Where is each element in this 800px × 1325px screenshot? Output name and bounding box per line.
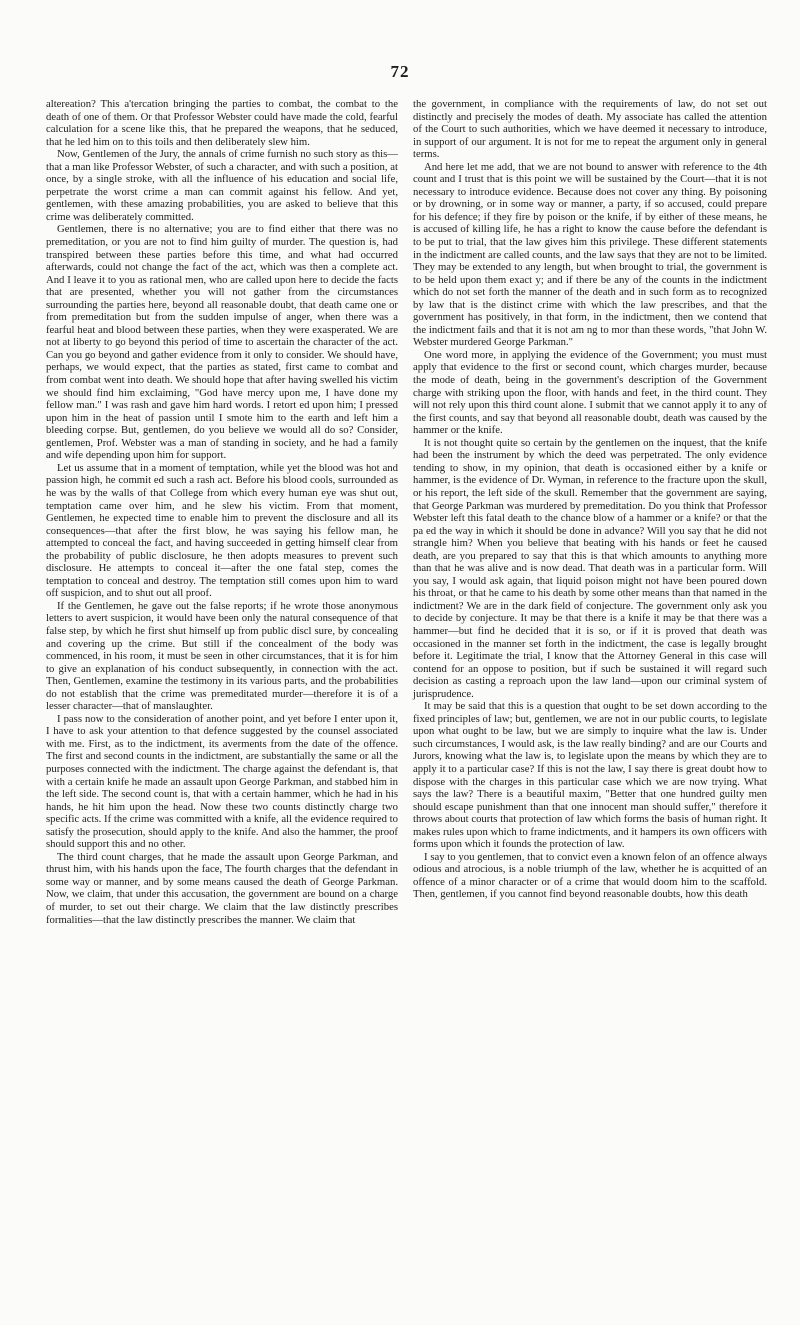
- paragraph: One word more, in applying the evidence of the Government; you must must apply that evidence to the first or second count, which charges murder, because the mode of death, being in the government's description of the Government charge with striking upon the floor, with hands and feet, in the third count. They will not rely upon this third count alone. I submit that we cannot apply it to any of the first counts, and say that beyond all reasonable doubt, death was caused by the hammer or the knife.: [413, 348, 767, 437]
- paragraph: the government, in compliance with the requirements of law, do not set out distinctly and precisely the modes of death. My associate has called the attention of the Court to such authorities, which we have deemed it necessary to introduce, in support of our argument. It is not for me to repeat the argument only in general terms.: [413, 98, 767, 161]
- paragraph: altereation? This a'tercation bringing the parties to combat, the combat to the death of one of them. Or that Professor Webster could have made the cold, fearful calculation for a scene like this, that he prepared the weapons, that he seduced, that he led him on to this toils and then deliberately slew him.: [46, 98, 398, 148]
- paragraph: It is not thought quite so certain by the gentlemen on the inquest, that the knife had been the instrument by which the deed was perpetrated. The only evidence tending to show, in my opinion, that death is occasioned either by a knife or hammer, is the evidence of Dr. Wyman, in reference to the fracture upon the skull, or his report, the left side of the skull. Remember that the government are saying, that George Parkman was murdered by premeditation. Do you think that Professor Webster left this fatal death to the chance blow of a hammer or a knife? or that the pa ed the way in which it should be done in advance? Will you say that he did not strangle him? When you believe that beating with his hands or feet he caused death, are you prepared to say that this is that which amounts to anything more than that he was alive and is now dead. That death was in a particular form. Will you say, I would ask again, that liquid poison might not have been poured down his throat, or that he came to his death by some other means than that named in the indictment? We are in the dark field of conjecture. The government only ask you to decide by conjecture. It may be that there is a knife it may be that there was a hammer—but find he decided that it is so, or if it is proved that death was occasioned in the manner set forth in the indictment, the case is legally brought before it. Legitimate the trial, I know that the Attorney General in this case will contend for an oppose to position, but if such be sustained it will regard such decision as casting a reproach upon the law land—upon our criminal system of jurisprudence.: [413, 436, 767, 700]
- paragraph: Now, Gentlemen of the Jury, the annals of crime furnish no such story as this—that a man like Professor Webster, of such a character, and with such a position, at once, by a single stroke, with all the influence of his education and social life, perpetrate the worst crime a man can commit against his fellow. And yet, gentlemen, with these amazing probabilities, you are asked to believe that this crime was deliberately committed.: [46, 148, 398, 223]
- paragraph: And here let me add, that we are not bound to answer with reference to the 4th count and I trust that is this point we will be sustained by the Court—that it is not necessary to introduce evidence. Because does not cover any thing. By poisoning or by drowning, or in some way or manner, a party, if so accused, could prepare for his defence; if they fire by poison or the knife, if by either of these means, he is accused of killing life, he has a right to know the cause before the defendant is to be put to trial, that the law gives him this privilege. These different statements in the indictment are called counts, and the law says that they are not to be limited. They may be extended to any length, but when brought to trial, the government is to be held upon them exact y; and if there be any of the counts in the indictment which do not set forth the manner of the death and in such form as to recognized by law that is the distinct crime with which the law prescribes, and that the government has positively, in that form, in the indictment, then we contend that the indictment fails and that it is not am ng to mor than these words, "that John W. Webster murdered George Parkman.": [413, 160, 767, 349]
- paragraph: If the Gentlemen, he gave out the false reports; if he wrote those anonymous letters to avert suspicion, it would have been only the natural consequence of that false step, by which he first shut himself up from public discl sure, by concealing and covering up the crime. But still if the concealment of the body was commenced, in his room, it must be seen in other circumstances, that it is for him to give an explanation of his conduct subsequently, in connection with the act. Then, Gentlemen, examine the testimony in its various parts, and the probabilities do not establish that the crime was premeditated murder—therefore it is of a lesser character—that of manslaughter.: [46, 599, 398, 713]
- paragraph: I say to you gentlemen, that to convict even a known felon of an offence always odious and atrocious, is a noble triumph of the law, whether he is acquitted of an offence of a minor character or of a crime that would doom him to the scaffold. Then, gentlemen, if you cannot find beyond reasonable doubts, how this death: [413, 850, 767, 901]
- paragraph: The third count charges, that he made the assault upon George Parkman, and thrust him, with his hands upon the face, The fourth charges that the defendant in some way or manner, and by some means caused the death of George Parkman. Now, we claim, that under this accusation, the government are bound on a charge of murder, to set out their charge. We claim that the law distinctly prescribes formalities—that the law distinctly prescribes the manner. We claim that: [46, 850, 398, 926]
- paragraph: I pass now to the consideration of another point, and yet before I enter upon it, I have to ask your attention to that defence suggested by the counsel associated with me. First, as to the indictment, its averments from the date of the offence. The first and second counts in the indictment, are substantially the same or all the purposes connected with the indictment. The charge against the defendant is, that with a certain knife he made an assault upon George Parkman, and stabbed him in the left side. The second count is, that with a certain hammer, which he had in his hands, he hit him upon the head. Now these two counts distinctly charge two specific acts. If the crime was committed with a knife, all the evidence required to satisfy the prosecution, should apply to the knife. And also the hammer, the proof should support this and no other.: [46, 712, 398, 851]
- left-text-column: [46, 98, 398, 926]
- paragraph: Let us assume that in a moment of temptation, while yet the blood was hot and passion high, he commit ed such a rash act. Before his blood cools, surrounded as he was by the walls of that College from which every human eye was shut out, temptation came over him, and he slew his victim. From that moment, Gentlemen, he expected time to enable him to prevent the disclosure and all its consequences—that after the first blow, he was saying his fellow man, he attempted to conceal the fact, and having succeeded in getting himself clear from the probability of public disclosure, he then adopts measures to prevent such disclosure. He attempts to conceal it—after the one fatal step, comes the temptation to conceal and destroy. The temptation still comes upon him to ward off suspicion, and to shut out all proof.: [46, 461, 398, 600]
- paragraph: Gentlemen, there is no alternative; you are to find either that there was no premeditation, or you are not to find him guilty of murder. The question is, had transpired between these parties before this time, and what had occurred afterwards, could not change the fact of the act, which was then a complete act. And I leave it to you as rational men, who are called upon here to decide the facts that are presented, whether you will not gather from the circumstances surrounding the parties here, beyond all reasonable doubt, that death came one or from premeditation but from the sudden impulse of anger, when there was a fearful heat and blood between these parties, when they were exasperated. We are not at liberty to go beyond this period of time to ascertain the character of the act. Can you go beyond and gather evidence from it only to consider. We should have, perhaps, we would expect, that the parties as stated, first came to combat and from combat went into death. We should hope that after having swelled his victim we should find him exclaiming, "God have mercy upon me, I have done my fellow man." I was rash and gave him hard words. I retort ed upon him; I pressed upon him in the heat of passion until I smote him to the earth and left him a bleeding corpse. But, gentlemen, do you believe we would all do so? Consider, gentlemen, Prof. Webster was a man of standing in society, and he had a family and wife depending upon him for support.: [46, 223, 398, 462]
- paragraph: It may be said that this is a question that ought to be set down according to the fixed principles of law; but, gentlemen, we are not in our public courts, to legislate upon what ought to be law, but we are simply to inquire what the law is. Under such circumstances, I would ask, is the law really binding? and are our Courts and Jurors, knowing what the law is, to legislate upon the means by which they are to apply it to a particular case? If this is not the law, I say there is great doubt how to dispose with the charges in this particular case which we are now trying. What says the law? There is a beautiful maxim, "Better that one hundred guilty men should escape punishment than that one innocent man should suffer," therefore it throws about courts that protection of law which forms the basis of human right. It makes rules upon which to frame indictments, and it hampers its own officers with forms upon which it founds the protection of law.: [413, 700, 767, 851]
- right-text-column: [413, 98, 767, 901]
- page-number: 72: [390, 62, 410, 81]
